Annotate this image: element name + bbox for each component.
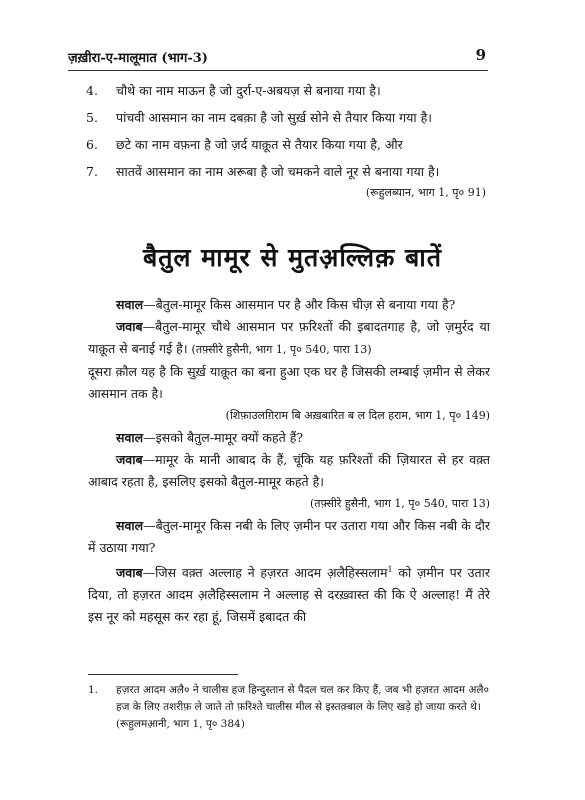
answer-text: —जिस वक़्त अल्लाह ने हज़रत आदम अ़लैहिस्सलाम (142, 565, 388, 581)
running-head (68, 46, 488, 71)
answer-paragraph (88, 559, 490, 628)
section-heading: बैतुल मामूर से मुतअ़ल्लिक़ बातें (143, 243, 442, 272)
answer-label: जवाब (116, 452, 143, 467)
question-label: सवाल (116, 430, 144, 445)
question-text: —बैतुल-मामूर किस आसमान पर है और किस चीज़ से बनाया गया है? (143, 297, 456, 312)
answer-text: —मामूर के मानी आबाद के हैं, चूंकि यह फ़रिश्तों की ज़ियारत से हर वक़्त आबाद रहता है, इसलिए इसको बैतुल-मामूर कहते है। (88, 452, 490, 489)
question-paragraph (88, 515, 490, 559)
footnote-divider (88, 674, 238, 675)
list-item (86, 107, 486, 128)
page-number: 9 (475, 46, 486, 64)
question-paragraph (88, 427, 490, 449)
answer-label: जवाब (116, 319, 143, 334)
qa-body (88, 294, 490, 628)
list-item-text: छटे का नाम वफ़ना है जो ज़र्द याक़ूत से तैयार किया गया है, और (116, 137, 403, 152)
list-item-number: 7. (86, 164, 98, 179)
footnote (88, 682, 490, 733)
footnote-text: हज़रत आदम अलै० ने चालीस हज हिन्दुस्तान से पैदल चल कर किए हैं, जब भी हज़रत आदम अलै० हज के लिए तशरीफ़ ले जाते तो फ़रिश्ते चालीस मील से इस्तक़्बाल के लिए खड़े हो जाया करते थे। (रूहुलमआ़नी, भाग 1, पृ० 384) (116, 684, 489, 730)
answer-label: जवाब (116, 565, 143, 581)
footnote-marker: 1 (387, 565, 393, 574)
footnote-number: 1. (88, 684, 99, 696)
running-head-title: ज़ख़ीरा-ए-मालूमात (भाग-3) (68, 51, 208, 66)
answer-citation: (शिफ़ाउलग़िराम बि अख़बारित ब ल दिल हराम, भाग 1, पृ० 149) (225, 409, 490, 422)
numbered-list (86, 80, 486, 209)
list-item-number: 5. (86, 110, 98, 125)
question-label: सवाल (116, 518, 144, 533)
answer-paragraph (88, 449, 490, 493)
question-label: सवाल (116, 297, 144, 312)
answer-text: को ज़मीन पर उतार दिया, तो हज़रत आदम अ़लैहिस्सलाम ने अल्लाह से दरख़्वास्त की कि ऐ अल्लाह! मैं तेरे इस नूर को महसूस कर रहा हूं, जिसमें इबादत की (88, 565, 490, 625)
answer-text: —बैतुल-मामूर चौथे आसमान पर फ़रिश्तों की इबादतगाह है, जो ज़मुर्रद या याक़ूत से बनाई गई है। (88, 319, 490, 356)
answer-paragraph (88, 316, 490, 361)
list-item-number: 4. (86, 83, 98, 98)
question-paragraph (88, 294, 490, 316)
list-item-number: 6. (86, 137, 98, 152)
list-item-body: सातवें आसमान का नाम अरूबा है जो चमकने वाले नूर से बनाया गया है। (116, 164, 440, 179)
answer-text: दूसरा क़ौल यह है कि सुर्ख़ याक़ूत का बना हुआ एक घर है जिसकी लम्बाई ज़मीन से लेकर आसमान तक है। (88, 364, 490, 401)
list-item-text: पांचवी आसमान का नाम दबक़ा है जो सुर्ख़ सोने से तैयार किया गया है। (116, 110, 432, 125)
answer-citation: (तफ़्सीरे हुसैनी, भाग 1, पृ० 540, पारा 13) (310, 497, 490, 510)
answer-paragraph (88, 361, 490, 405)
list-item (86, 80, 486, 101)
list-item (86, 161, 486, 203)
list-item (86, 134, 486, 155)
list-item-citation: (रूहुलब्यान, भाग 1, पृ० 91) (365, 186, 486, 199)
answer-citation: (तफ़्सीरे हुसैनी, भाग 1, पृ० 540, पारा 13) (191, 343, 372, 356)
question-text: —इसको बैतुल-मामूर क्यों कहते हैं? (143, 430, 304, 445)
question-text: —बैतुल-मामूर किस नबी के लिए ज़मीन पर उतारा गया और किस नबी के दौर में उठाया गया? (88, 518, 490, 555)
list-item-text: चौथे का नाम माऊन है जो दुर्रा-ए-अबयज़ से बनाया गया है। (116, 83, 381, 98)
list-item-text (116, 161, 486, 203)
